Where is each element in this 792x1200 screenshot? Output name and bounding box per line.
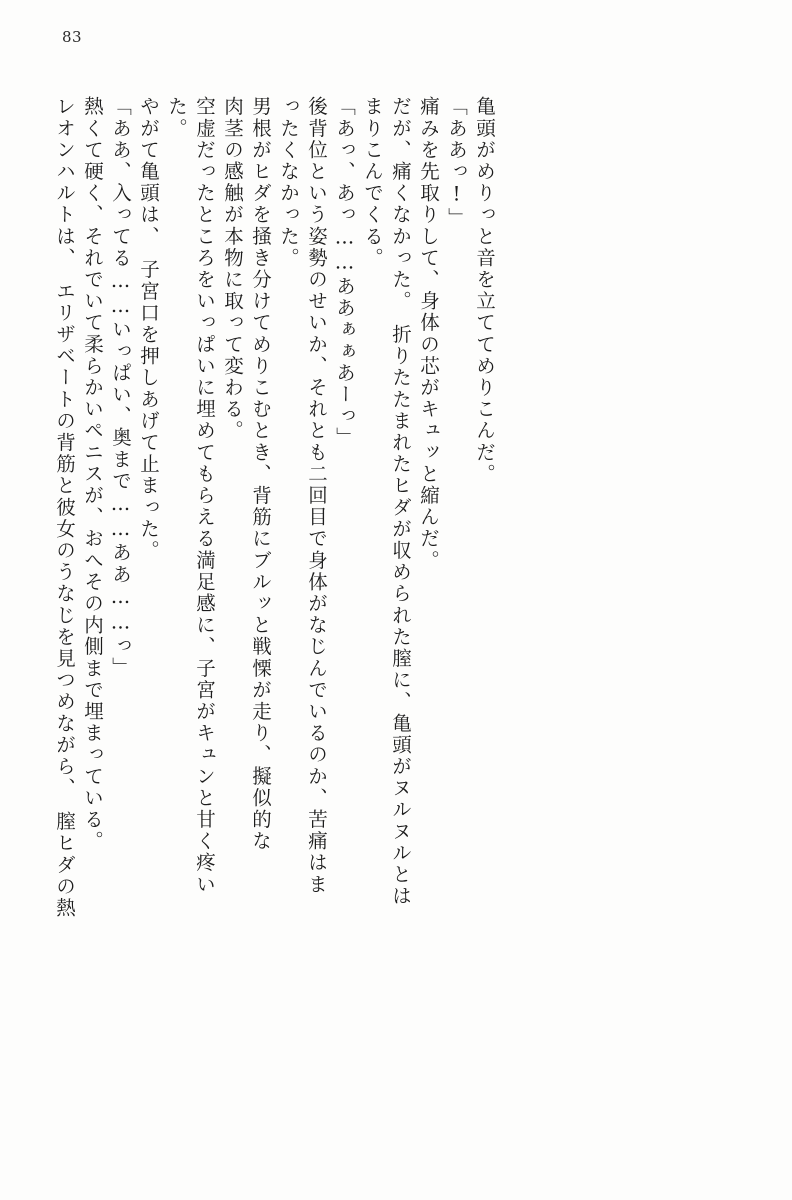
text-column: 「ああ、入ってる……いっぱい、奥まで……ああ……っ」	[109, 96, 132, 679]
text-column: 「あっ、あっ……ああぁぁあーっ」	[333, 96, 356, 449]
text-column: やがて亀頭は、 子宮口を押しあげて止まった。	[137, 96, 160, 562]
text-column: まりこんでくる。	[361, 96, 384, 269]
text-column: 空虚だったところをいっぱいに埋めてもらえる満足感に、子宮がキュンと甘く疼い	[193, 96, 216, 896]
text-column: 男根がヒダを掻き分けてめりこむとき、背筋にブルッと戦慄が走り、擬似的な	[249, 96, 272, 852]
text-column: 後背位という姿勢のせいか、それとも二回目で身体がなじんでいるのか、苦痛はま	[305, 96, 328, 896]
text-column: 「ああっ!」	[445, 96, 468, 230]
text-column: レオンハルトは、 エリザベートの背筋と彼女のうなじを見つめながら、 膣ヒダの熱	[53, 96, 76, 919]
vertical-text-body	[46, 96, 746, 1136]
text-column: 肉茎の感触が本物に取って変わる。	[221, 96, 244, 442]
page-number: 83	[62, 28, 83, 46]
text-column: 熱くて硬く、それでいて柔らかいペニスが、おへその内側まで埋まっている。	[81, 96, 104, 852]
text-column: 亀頭がめりっと音を立ててめりこんだ。	[473, 96, 496, 485]
text-column: だが、痛くなかった。 折りたたまれたヒダが収められた膣に、亀頭がヌルヌルとは	[389, 96, 412, 908]
text-column: た。	[165, 96, 188, 140]
text-column: ったくなかった。	[277, 96, 300, 269]
text-column: 痛みを先取りして、身体の芯がキュッと縮んだ。	[417, 96, 440, 572]
